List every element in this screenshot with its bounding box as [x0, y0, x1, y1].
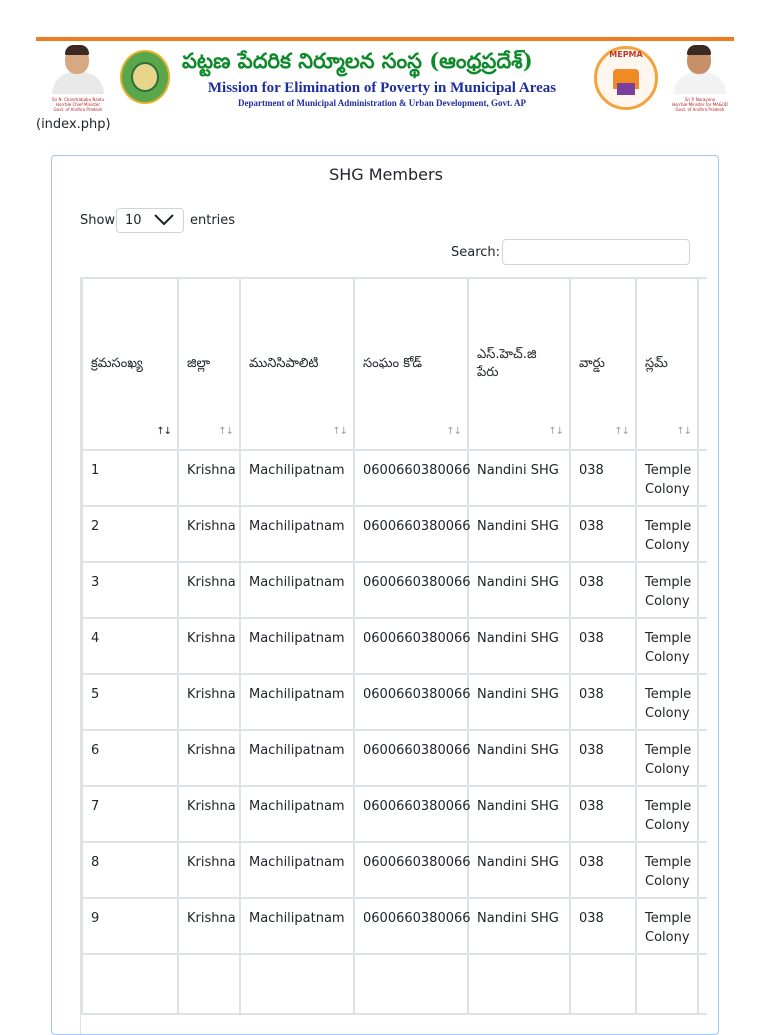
header-accent-bar [36, 37, 734, 41]
cell-serial: 2 [82, 506, 178, 562]
search-input[interactable] [502, 239, 690, 265]
cell-serial: 9 [82, 898, 178, 954]
cell-ward: 038 [570, 506, 636, 562]
cell-district: Krishna [178, 506, 240, 562]
cell-municipality: Machilipatnam [240, 562, 354, 618]
cell-shg-name: Nandini SHG [468, 618, 570, 674]
sort-icon: ↑↓ [548, 426, 563, 437]
table-row [82, 618, 707, 674]
shg-members-card [51, 155, 719, 1035]
cell-district: Krishna [178, 842, 240, 898]
cell-ward: 038 [570, 450, 636, 506]
sort-icon: ↑↓ [218, 426, 233, 437]
site-department: Department of Municipal Administration & Urban Development, Govt. AP [238, 98, 526, 108]
cell-municipality: Machilipatnam [240, 450, 354, 506]
sort-icon: ↑↓ [676, 426, 691, 437]
column-header-label: స్లమ్ [645, 356, 668, 371]
cell-district: Krishna [178, 674, 240, 730]
table-row [82, 674, 707, 730]
table-row [82, 954, 707, 1014]
table-row [82, 898, 707, 954]
column-header-label: క్రమసంఖ్య [91, 356, 143, 371]
cell-group-code: 0600660380066 [354, 562, 468, 618]
cell-shg-name: Nandini SHG [468, 898, 570, 954]
portrait-caption-role: Hon'ble Minister for MA&UD [672, 102, 728, 107]
column-header-truncated[interactable] [698, 278, 707, 450]
cell-district: Krishna [178, 898, 240, 954]
mepma-logo-icon [594, 46, 658, 110]
cell-serial: 4 [82, 618, 178, 674]
chevron-down-icon [153, 212, 175, 226]
mepma-logo-text: MEPMA [609, 50, 643, 59]
cell-truncated [698, 618, 707, 674]
cell-municipality: Machilipatnam [240, 506, 354, 562]
cell-municipality: Machilipatnam [240, 618, 354, 674]
cell-truncated [698, 842, 707, 898]
home-link[interactable]: (index.php) [36, 117, 111, 132]
column-header-serial[interactable] [82, 278, 178, 450]
portrait-caption-govt: Govt. of Andhra Pradesh [53, 107, 103, 112]
cell-serial: 8 [82, 842, 178, 898]
table-row [82, 450, 707, 506]
cell-ward: 038 [570, 898, 636, 954]
column-header-ward[interactable] [570, 278, 636, 450]
cell-ward: 038 [570, 618, 636, 674]
cell-truncated [698, 562, 707, 618]
cell-district: Krishna [178, 562, 240, 618]
portrait-caption-govt: Govt. of Andhra Pradesh [675, 107, 725, 112]
cell-truncated [698, 898, 707, 954]
cell-ward: 038 [570, 562, 636, 618]
cell-district: Krishna [178, 730, 240, 786]
cell-truncated [698, 786, 707, 842]
column-header-label: మునిసిపాలిటి [249, 356, 319, 371]
table-row [82, 786, 707, 842]
cell-group-code: 0600660380066 [354, 674, 468, 730]
cell-district: Krishna [178, 618, 240, 674]
cell-slum: Temple Colony [636, 898, 698, 954]
shg-members-table [81, 277, 707, 1015]
table-row [82, 842, 707, 898]
cell-slum: Temple Colony [636, 450, 698, 506]
cell-group-code: 0600660380066 [354, 842, 468, 898]
cell-empty [468, 954, 570, 1014]
column-header-district[interactable] [178, 278, 240, 450]
table-row [82, 506, 707, 562]
cell-municipality: Machilipatnam [240, 674, 354, 730]
cell-municipality: Machilipatnam [240, 898, 354, 954]
show-label: Show [80, 213, 116, 228]
cell-serial: 7 [82, 786, 178, 842]
cell-group-code: 0600660380066 [354, 898, 468, 954]
cell-shg-name: Nandini SHG [468, 842, 570, 898]
column-header-slum[interactable] [636, 278, 698, 450]
sort-icon: ↑↓ [446, 426, 461, 437]
search-label: Search: [451, 245, 501, 260]
cell-serial: 3 [82, 562, 178, 618]
cell-group-code: 0600660380066 [354, 618, 468, 674]
cell-ward: 038 [570, 674, 636, 730]
cell-municipality: Machilipatnam [240, 730, 354, 786]
column-header-label: జిల్లా [187, 356, 211, 371]
cell-ward: 038 [570, 786, 636, 842]
table-row [82, 730, 707, 786]
cell-truncated [698, 506, 707, 562]
cell-empty [354, 954, 468, 1014]
table-header-row [82, 278, 707, 450]
cell-serial: 1 [82, 450, 178, 506]
cell-group-code: 0600660380066 [354, 730, 468, 786]
cell-district: Krishna [178, 786, 240, 842]
cell-group-code: 0600660380066 [354, 450, 468, 506]
cell-slum: Temple Colony [636, 562, 698, 618]
table-row [82, 562, 707, 618]
table-body [82, 450, 707, 1014]
cell-empty [82, 954, 178, 1014]
ap-emblem-icon [120, 50, 170, 104]
cell-serial: 6 [82, 730, 178, 786]
cell-municipality: Machilipatnam [240, 842, 354, 898]
cell-municipality: Machilipatnam [240, 786, 354, 842]
cell-truncated [698, 674, 707, 730]
cell-empty [636, 954, 698, 1014]
portrait-caption-name: Sri P. Narayana [684, 97, 716, 102]
portrait-caption-name: Sri N. Chandrababu Naidu [51, 97, 104, 102]
cell-shg-name: Nandini SHG [468, 730, 570, 786]
cell-slum: Temple Colony [636, 674, 698, 730]
cell-slum: Temple Colony [636, 786, 698, 842]
cell-shg-name: Nandini SHG [468, 786, 570, 842]
cell-ward: 038 [570, 730, 636, 786]
entries-select[interactable] [116, 208, 184, 233]
cell-shg-name: Nandini SHG [468, 562, 570, 618]
site-title-telugu: పట్టణ పేదరిక నిర్మూలన సంస్థ (ఆంధ్రప్రదేశ్) [182, 48, 533, 73]
chief-minister-portrait [46, 44, 110, 114]
column-header-label: వార్డు [579, 356, 605, 371]
cell-truncated [698, 730, 707, 786]
cell-slum: Temple Colony [636, 730, 698, 786]
site-title-english: Mission for Elimination of Poverty in Municipal Areas [207, 80, 557, 96]
sort-icon: ↑↓ [332, 426, 347, 437]
cell-group-code: 0600660380066 [354, 786, 468, 842]
cell-ward: 038 [570, 842, 636, 898]
cell-empty [570, 954, 636, 1014]
cell-truncated [698, 450, 707, 506]
column-header-label: ఎస్.హెచ్.జి పేరు [477, 347, 537, 380]
cell-empty [240, 954, 354, 1014]
minister-portrait [668, 44, 732, 114]
entries-select-value: 10 [125, 213, 142, 228]
cell-slum: Temple Colony [636, 842, 698, 898]
column-header-shg-name[interactable] [468, 278, 570, 450]
cell-serial: 5 [82, 674, 178, 730]
cell-slum: Temple Colony [636, 506, 698, 562]
cell-slum: Temple Colony [636, 618, 698, 674]
card-title: SHG Members [329, 165, 443, 184]
sort-icon: ↑↓ [614, 426, 629, 437]
table-scroll-area[interactable] [80, 277, 707, 1035]
cell-empty [698, 954, 707, 1014]
site-header [36, 42, 734, 120]
column-header-label: సంఘం కోడ్ [363, 356, 423, 371]
cell-district: Krishna [178, 450, 240, 506]
column-header-municipality[interactable] [240, 278, 354, 450]
entries-label: entries [190, 213, 236, 228]
portrait-caption-role: Hon'ble Chief Minister [55, 102, 101, 107]
cell-group-code: 0600660380066 [354, 506, 468, 562]
cell-shg-name: Nandini SHG [468, 450, 570, 506]
cell-empty [178, 954, 240, 1014]
cell-shg-name: Nandini SHG [468, 506, 570, 562]
cell-shg-name: Nandini SHG [468, 674, 570, 730]
sort-icon: ↑↓ [156, 426, 171, 437]
column-header-group-code[interactable] [354, 278, 468, 450]
